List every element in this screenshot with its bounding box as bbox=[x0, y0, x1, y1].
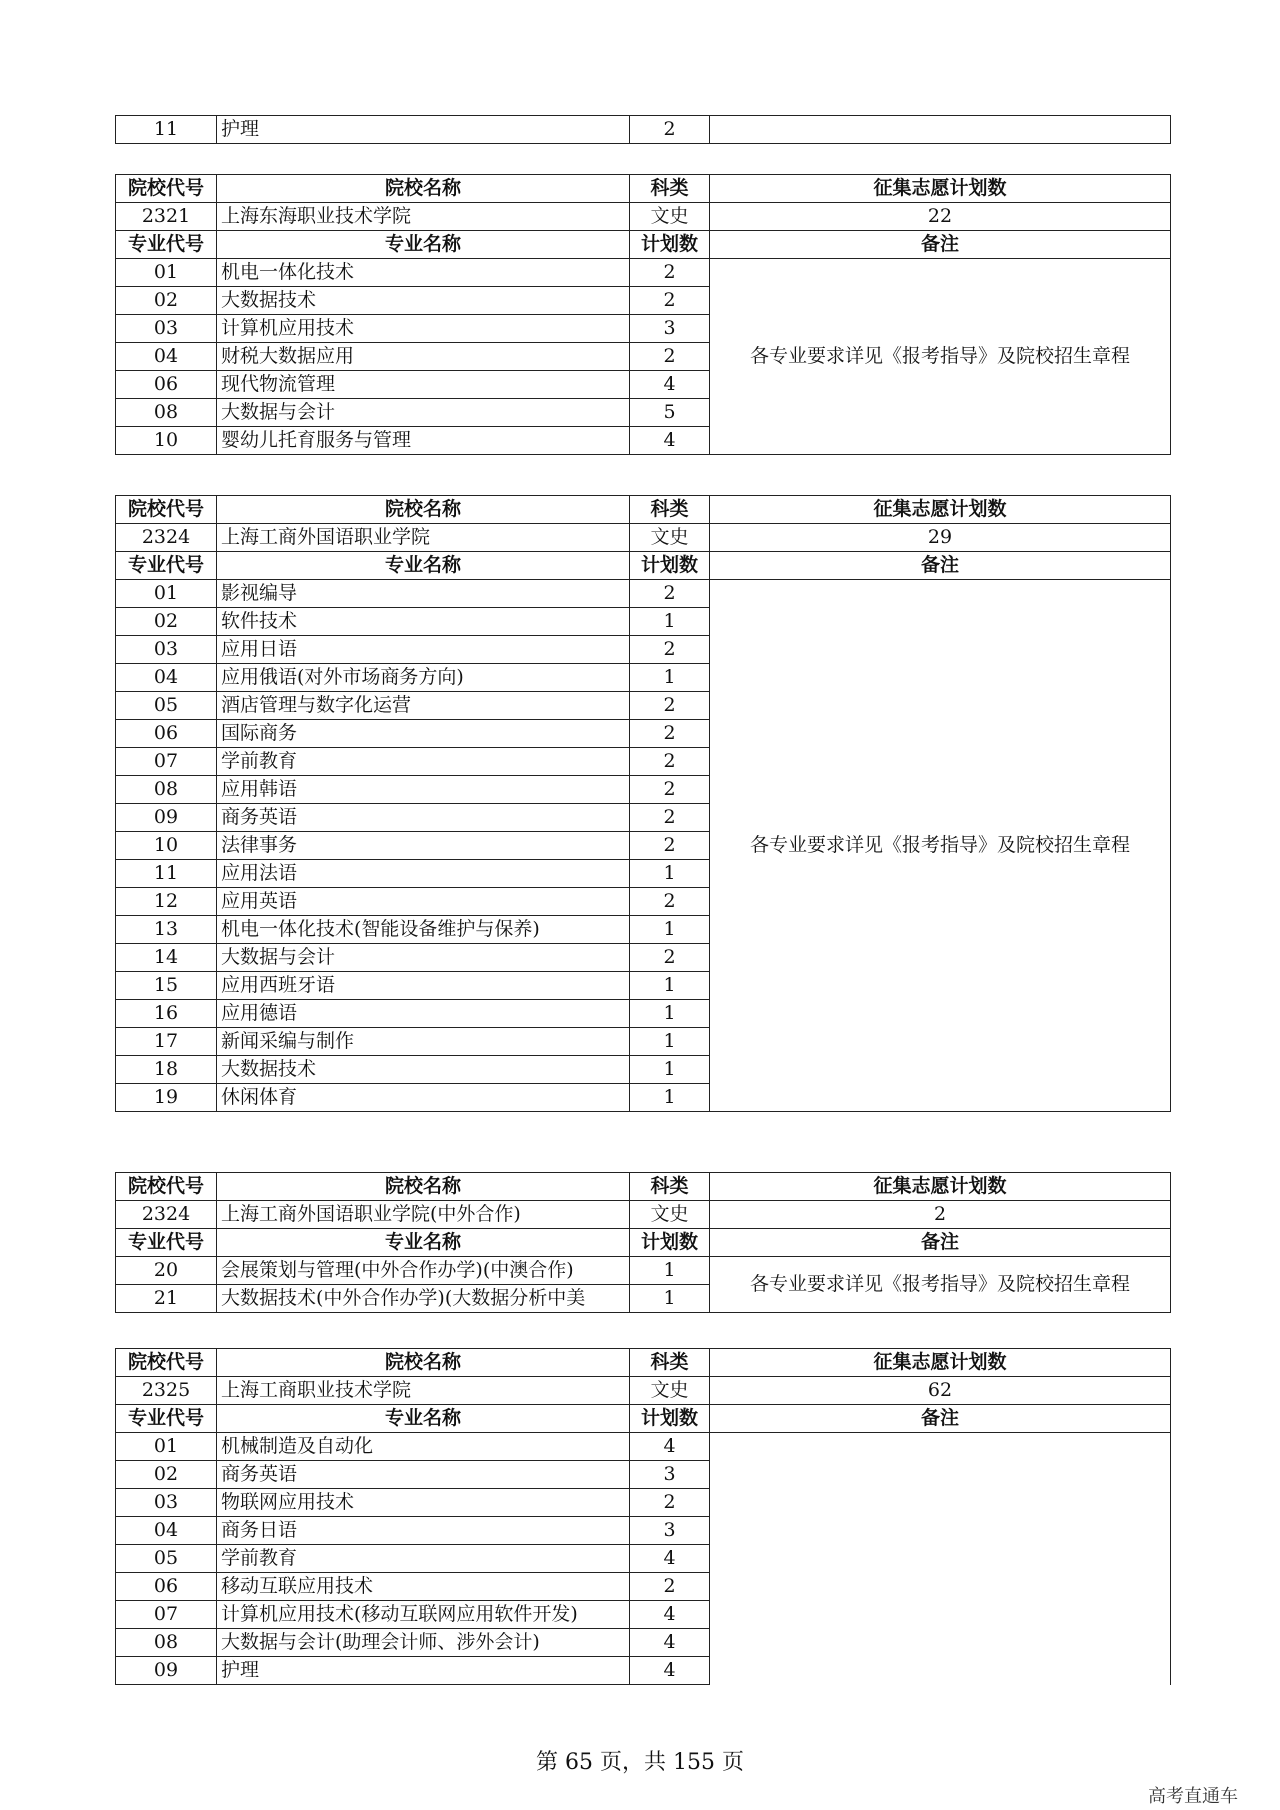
school-category: 文史 bbox=[630, 1201, 710, 1229]
major-header-row bbox=[116, 1229, 1171, 1257]
major-code: 09 bbox=[116, 804, 217, 832]
plan-count: 2 bbox=[630, 287, 710, 315]
major-code: 07 bbox=[116, 1601, 217, 1629]
plan-count: 1 bbox=[630, 608, 710, 636]
major-name: 大数据与会计 bbox=[217, 944, 630, 972]
school-code: 2324 bbox=[116, 524, 217, 552]
school-plan-total: 29 bbox=[710, 524, 1171, 552]
plan-count: 2 bbox=[630, 720, 710, 748]
plan-count: 2 bbox=[630, 944, 710, 972]
major-code: 08 bbox=[116, 1629, 217, 1657]
header-remark: 备注 bbox=[710, 1229, 1171, 1257]
major-name: 法律事务 bbox=[217, 832, 630, 860]
major-code: 01 bbox=[116, 580, 217, 608]
plan-count: 1 bbox=[630, 972, 710, 1000]
major-name: 新闻采编与制作 bbox=[217, 1028, 630, 1056]
major-name: 应用法语 bbox=[217, 860, 630, 888]
remark-cell bbox=[710, 116, 1171, 144]
major-name: 应用德语 bbox=[217, 1000, 630, 1028]
major-name: 休闲体育 bbox=[217, 1084, 630, 1112]
major-code: 09 bbox=[116, 1657, 217, 1685]
school-name: 上海工商职业技术学院 bbox=[217, 1377, 630, 1405]
major-code: 08 bbox=[116, 399, 217, 427]
plan-count: 2 bbox=[630, 804, 710, 832]
school-header-row bbox=[116, 1173, 1171, 1201]
header-major-code: 专业代号 bbox=[116, 1405, 217, 1433]
major-code: 06 bbox=[116, 371, 217, 399]
school-info-row bbox=[116, 1201, 1171, 1229]
header-plan-total: 征集志愿计划数 bbox=[710, 1349, 1171, 1377]
plan-count: 1 bbox=[630, 1084, 710, 1112]
plan-count: 4 bbox=[630, 427, 710, 455]
school-plan-total: 22 bbox=[710, 203, 1171, 231]
major-code: 07 bbox=[116, 748, 217, 776]
plan-count: 1 bbox=[630, 860, 710, 888]
plan-count: 2 bbox=[630, 748, 710, 776]
major-code: 02 bbox=[116, 1461, 217, 1489]
header-plan-count: 计划数 bbox=[630, 231, 710, 259]
school-category: 文史 bbox=[630, 1377, 710, 1405]
table-row bbox=[116, 259, 1171, 287]
header-category: 科类 bbox=[630, 1173, 710, 1201]
major-code: 19 bbox=[116, 1084, 217, 1112]
major-name: 计算机应用技术 bbox=[217, 315, 630, 343]
major-code: 03 bbox=[116, 315, 217, 343]
header-plan-count: 计划数 bbox=[630, 552, 710, 580]
plan-count: 3 bbox=[630, 1517, 710, 1545]
plan-count: 2 bbox=[630, 580, 710, 608]
major-name: 商务英语 bbox=[217, 804, 630, 832]
major-name: 会展策划与管理(中外合作办学)(中澳合作) bbox=[217, 1257, 630, 1285]
plan-count: 1 bbox=[630, 1000, 710, 1028]
school-header-row bbox=[116, 175, 1171, 203]
plan-count: 2 bbox=[630, 1573, 710, 1601]
major-name: 软件技术 bbox=[217, 608, 630, 636]
major-name: 应用韩语 bbox=[217, 776, 630, 804]
school-name: 上海工商外国语职业学院 bbox=[217, 524, 630, 552]
plan-count: 1 bbox=[630, 1257, 710, 1285]
header-plan-total: 征集志愿计划数 bbox=[710, 175, 1171, 203]
major-code: 01 bbox=[116, 259, 217, 287]
major-header-row bbox=[116, 552, 1171, 580]
remark-note: 各专业要求详见《报考指导》及院校招生章程 bbox=[710, 580, 1171, 1112]
major-code: 11 bbox=[116, 860, 217, 888]
header-remark: 备注 bbox=[710, 1405, 1171, 1433]
major-code: 15 bbox=[116, 972, 217, 1000]
remark-note: 各专业要求详见《报考指导》及院校招生章程 bbox=[710, 259, 1171, 455]
major-code: 08 bbox=[116, 776, 217, 804]
header-major-code: 专业代号 bbox=[116, 552, 217, 580]
header-category: 科类 bbox=[630, 175, 710, 203]
major-code: 04 bbox=[116, 664, 217, 692]
major-code: 10 bbox=[116, 427, 217, 455]
major-code: 06 bbox=[116, 1573, 217, 1601]
plan-count: 4 bbox=[630, 1629, 710, 1657]
major-name: 国际商务 bbox=[217, 720, 630, 748]
header-school-name: 院校名称 bbox=[217, 1349, 630, 1377]
major-code: 05 bbox=[116, 692, 217, 720]
major-code: 12 bbox=[116, 888, 217, 916]
table-row bbox=[116, 1257, 1171, 1285]
major-name: 应用日语 bbox=[217, 636, 630, 664]
school-info-row bbox=[116, 1377, 1171, 1405]
header-school-name: 院校名称 bbox=[217, 175, 630, 203]
major-name: 护理 bbox=[217, 1657, 630, 1685]
plan-count: 2 bbox=[630, 776, 710, 804]
header-remark: 备注 bbox=[710, 552, 1171, 580]
plan-count: 1 bbox=[630, 1285, 710, 1313]
school-code: 2325 bbox=[116, 1377, 217, 1405]
page-number: 第 65 页，共 155 页 bbox=[536, 1750, 744, 1775]
major-code: 02 bbox=[116, 608, 217, 636]
plan-count: 4 bbox=[630, 1433, 710, 1461]
school-table bbox=[115, 495, 1171, 1112]
major-code: 17 bbox=[116, 1028, 217, 1056]
header-major-name: 专业名称 bbox=[217, 1405, 630, 1433]
major-header-row bbox=[116, 1405, 1171, 1433]
school-name: 上海工商外国语职业学院(中外合作) bbox=[217, 1201, 630, 1229]
major-name: 移动互联应用技术 bbox=[217, 1573, 630, 1601]
header-plan-total: 征集志愿计划数 bbox=[710, 1173, 1171, 1201]
watermark: 高考直通车 bbox=[1148, 1786, 1238, 1807]
major-code: 03 bbox=[116, 636, 217, 664]
header-plan-count: 计划数 bbox=[630, 1405, 710, 1433]
school-info-row bbox=[116, 203, 1171, 231]
major-name: 婴幼儿托育服务与管理 bbox=[217, 427, 630, 455]
school-code: 2321 bbox=[116, 203, 217, 231]
major-name: 酒店管理与数字化运营 bbox=[217, 692, 630, 720]
major-name: 机电一体化技术 bbox=[217, 259, 630, 287]
major-name: 计算机应用技术(移动互联网应用软件开发) bbox=[217, 1601, 630, 1629]
major-code: 06 bbox=[116, 720, 217, 748]
major-name: 现代物流管理 bbox=[217, 371, 630, 399]
plan-count: 5 bbox=[630, 399, 710, 427]
header-major-name: 专业名称 bbox=[217, 1229, 630, 1257]
major-name: 商务日语 bbox=[217, 1517, 630, 1545]
continued-table bbox=[115, 115, 1171, 144]
major-code: 02 bbox=[116, 287, 217, 315]
plan-count: 3 bbox=[630, 315, 710, 343]
major-code: 18 bbox=[116, 1056, 217, 1084]
school-table bbox=[115, 174, 1171, 455]
plan-count: 4 bbox=[630, 1545, 710, 1573]
plan-count: 2 bbox=[630, 1489, 710, 1517]
header-plan-total: 征集志愿计划数 bbox=[710, 496, 1171, 524]
header-school-code: 院校代号 bbox=[116, 1173, 217, 1201]
major-code: 01 bbox=[116, 1433, 217, 1461]
plan-count: 1 bbox=[630, 916, 710, 944]
plan-count: 1 bbox=[630, 664, 710, 692]
major-name: 大数据技术 bbox=[217, 1056, 630, 1084]
school-info-row bbox=[116, 524, 1171, 552]
table-row bbox=[116, 116, 1171, 144]
plan-count: 2 bbox=[630, 343, 710, 371]
major-code: 14 bbox=[116, 944, 217, 972]
major-name: 护理 bbox=[217, 116, 630, 144]
school-plan-total: 2 bbox=[710, 1201, 1171, 1229]
remark-cell bbox=[710, 1433, 1171, 1685]
major-code: 04 bbox=[116, 343, 217, 371]
school-category: 文史 bbox=[630, 524, 710, 552]
major-code: 04 bbox=[116, 1517, 217, 1545]
major-code: 10 bbox=[116, 832, 217, 860]
header-school-name: 院校名称 bbox=[217, 496, 630, 524]
header-major-name: 专业名称 bbox=[217, 552, 630, 580]
major-name: 应用英语 bbox=[217, 888, 630, 916]
plan-count: 4 bbox=[630, 1601, 710, 1629]
major-code: 20 bbox=[116, 1257, 217, 1285]
header-school-code: 院校代号 bbox=[116, 496, 217, 524]
school-table bbox=[115, 1172, 1171, 1313]
major-name: 学前教育 bbox=[217, 1545, 630, 1573]
major-code: 11 bbox=[116, 116, 217, 144]
plan-count: 4 bbox=[630, 371, 710, 399]
header-school-code: 院校代号 bbox=[116, 175, 217, 203]
table-row bbox=[116, 580, 1171, 608]
header-plan-count: 计划数 bbox=[630, 1229, 710, 1257]
header-category: 科类 bbox=[630, 496, 710, 524]
major-code: 16 bbox=[116, 1000, 217, 1028]
plan-count: 2 bbox=[630, 116, 710, 144]
school-plan-total: 62 bbox=[710, 1377, 1171, 1405]
major-name: 机电一体化技术(智能设备维护与保养) bbox=[217, 916, 630, 944]
major-name: 物联网应用技术 bbox=[217, 1489, 630, 1517]
major-name: 影视编导 bbox=[217, 580, 630, 608]
table-row bbox=[116, 1433, 1171, 1461]
major-code: 05 bbox=[116, 1545, 217, 1573]
major-name: 大数据技术(中外合作办学)(大数据分析中美 bbox=[217, 1285, 630, 1313]
major-code: 21 bbox=[116, 1285, 217, 1313]
major-name: 大数据技术 bbox=[217, 287, 630, 315]
plan-count: 3 bbox=[630, 1461, 710, 1489]
major-code: 13 bbox=[116, 916, 217, 944]
plan-count: 2 bbox=[630, 636, 710, 664]
major-name: 机械制造及自动化 bbox=[217, 1433, 630, 1461]
plan-count: 4 bbox=[630, 1657, 710, 1685]
major-name: 商务英语 bbox=[217, 1461, 630, 1489]
plan-count: 1 bbox=[630, 1028, 710, 1056]
header-major-name: 专业名称 bbox=[217, 231, 630, 259]
remark-note: 各专业要求详见《报考指导》及院校招生章程 bbox=[710, 1257, 1171, 1313]
major-name: 应用俄语(对外市场商务方向) bbox=[217, 664, 630, 692]
school-table bbox=[115, 1348, 1171, 1685]
school-category: 文史 bbox=[630, 203, 710, 231]
header-category: 科类 bbox=[630, 1349, 710, 1377]
school-name: 上海东海职业技术学院 bbox=[217, 203, 630, 231]
school-code: 2324 bbox=[116, 1201, 217, 1229]
major-name: 应用西班牙语 bbox=[217, 972, 630, 1000]
header-school-name: 院校名称 bbox=[217, 1173, 630, 1201]
school-header-row bbox=[116, 496, 1171, 524]
plan-count: 2 bbox=[630, 832, 710, 860]
major-name: 大数据与会计 bbox=[217, 399, 630, 427]
plan-count: 2 bbox=[630, 259, 710, 287]
header-remark: 备注 bbox=[710, 231, 1171, 259]
major-name: 学前教育 bbox=[217, 748, 630, 776]
major-name: 大数据与会计(助理会计师、涉外会计) bbox=[217, 1629, 630, 1657]
plan-count: 2 bbox=[630, 888, 710, 916]
major-name: 财税大数据应用 bbox=[217, 343, 630, 371]
major-code: 03 bbox=[116, 1489, 217, 1517]
plan-count: 1 bbox=[630, 1056, 710, 1084]
plan-count: 2 bbox=[630, 692, 710, 720]
school-header-row bbox=[116, 1349, 1171, 1377]
header-major-code: 专业代号 bbox=[116, 231, 217, 259]
header-school-code: 院校代号 bbox=[116, 1349, 217, 1377]
major-header-row bbox=[116, 231, 1171, 259]
header-major-code: 专业代号 bbox=[116, 1229, 217, 1257]
